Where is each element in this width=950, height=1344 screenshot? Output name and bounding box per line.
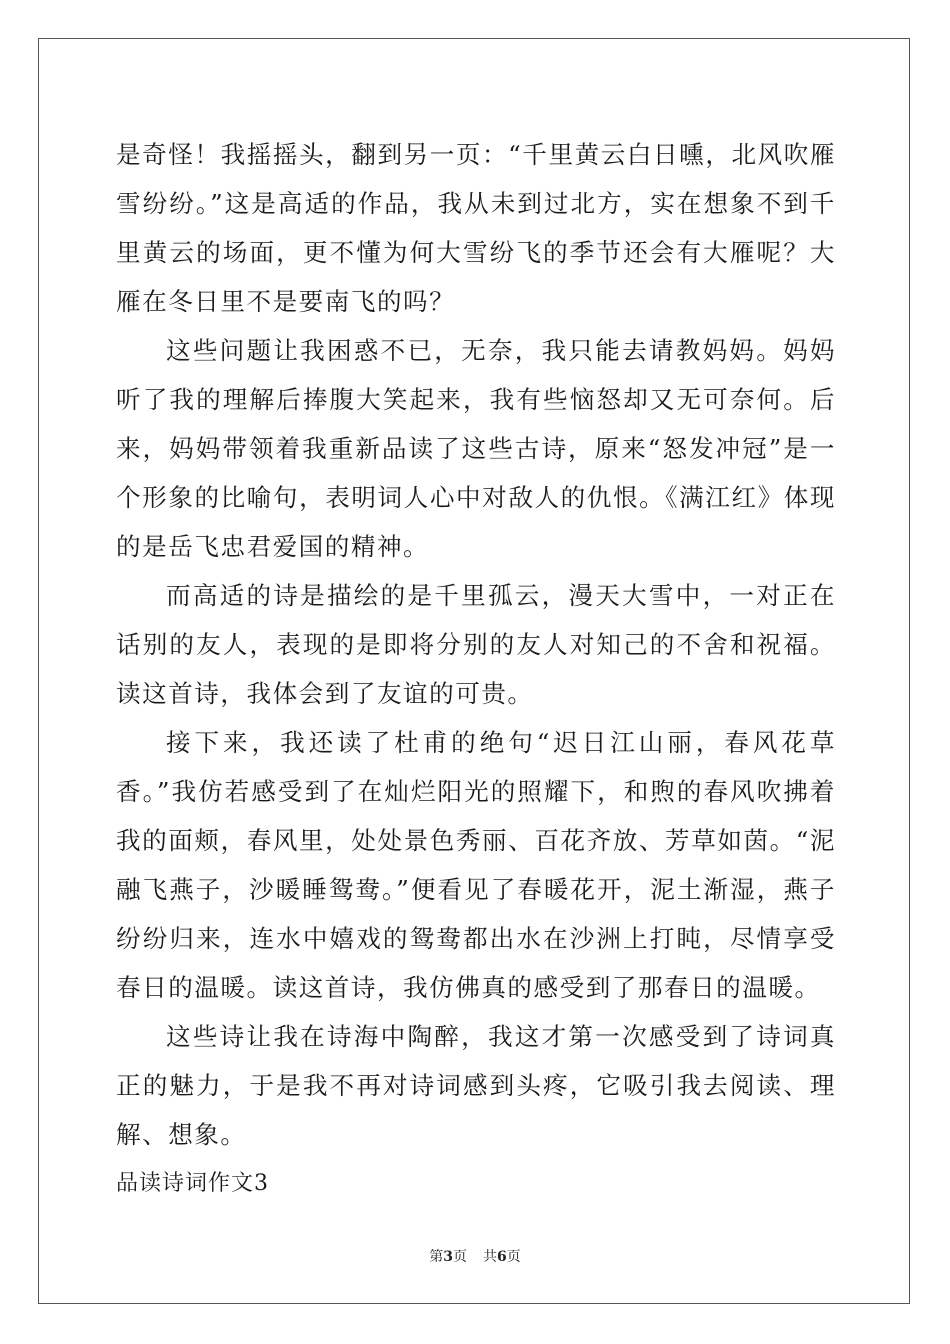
section-heading: 品读诗词作文3 (116, 1171, 269, 1196)
paragraph-continued: 是奇怪！我摇摇头，翻到另一页：“千里黄云白日曛，北风吹雁雪纷纷。”这是高适的作品，我从未到过北方，实在想象不到千里黄云的场面，更不懂为何大雪纷飞的季节还会有大雁呢？大雁在冬日里不是要南飞的吗？ (116, 140, 836, 316)
paragraph: 接下来，我还读了杜甫的绝句“迟日江山丽，春风花草香。”我仿若感受到了在灿烂阳光的照耀下，和煦的春风吹拂着我的面颊，春风里，处处景色秀丽、百花齐放、芳草如茵。“泥融飞燕子，沙暖睡鸳鸯。”便看见了春暖花开，泥土渐湿，燕子纷纷归来，连水中嬉戏的鸳鸯都出水在沙洲上打盹，尽情享受春日的温暖。读这首诗，我仿佛真的感受到了那春日的温暖。 (116, 728, 836, 1002)
page-number-current: 3 (443, 1249, 453, 1265)
paragraph: 而高适的诗是描绘的是千里孤云，漫天大雪中，一对正在话别的友人，表现的是即将分别的友人对知己的不舍和祝福。读这首诗，我体会到了友谊的可贵。 (116, 581, 836, 708)
paragraph: 这些问题让我困惑不已，无奈，我只能去请教妈妈。妈妈听了我的理解后捧腹大笑起来，我有些恼怒却又无可奈何。后来，妈妈带领着我重新品读了这些古诗，原来“怒发冲冠”是一个形象的比喻句，表明词人心中对敌人的仇恨。《满江红》体现的是岳飞忠君爱国的精神。 (116, 336, 836, 561)
page-number-total: 6 (497, 1249, 507, 1265)
page-total-suffix: 页 (506, 1249, 521, 1265)
page-footer (0, 1246, 950, 1266)
document-body (116, 130, 836, 1208)
page-total-prefix: 共 (483, 1249, 497, 1265)
page-number-prefix: 第 (429, 1249, 444, 1265)
paragraph: 这些诗让我在诗海中陶醉，我这才第一次感受到了诗词真正的魅力，于是我不再对诗词感到头疼，它吸引我去阅读、理解、想象。 (116, 1022, 836, 1149)
page-number-suffix: 页 (453, 1249, 467, 1265)
